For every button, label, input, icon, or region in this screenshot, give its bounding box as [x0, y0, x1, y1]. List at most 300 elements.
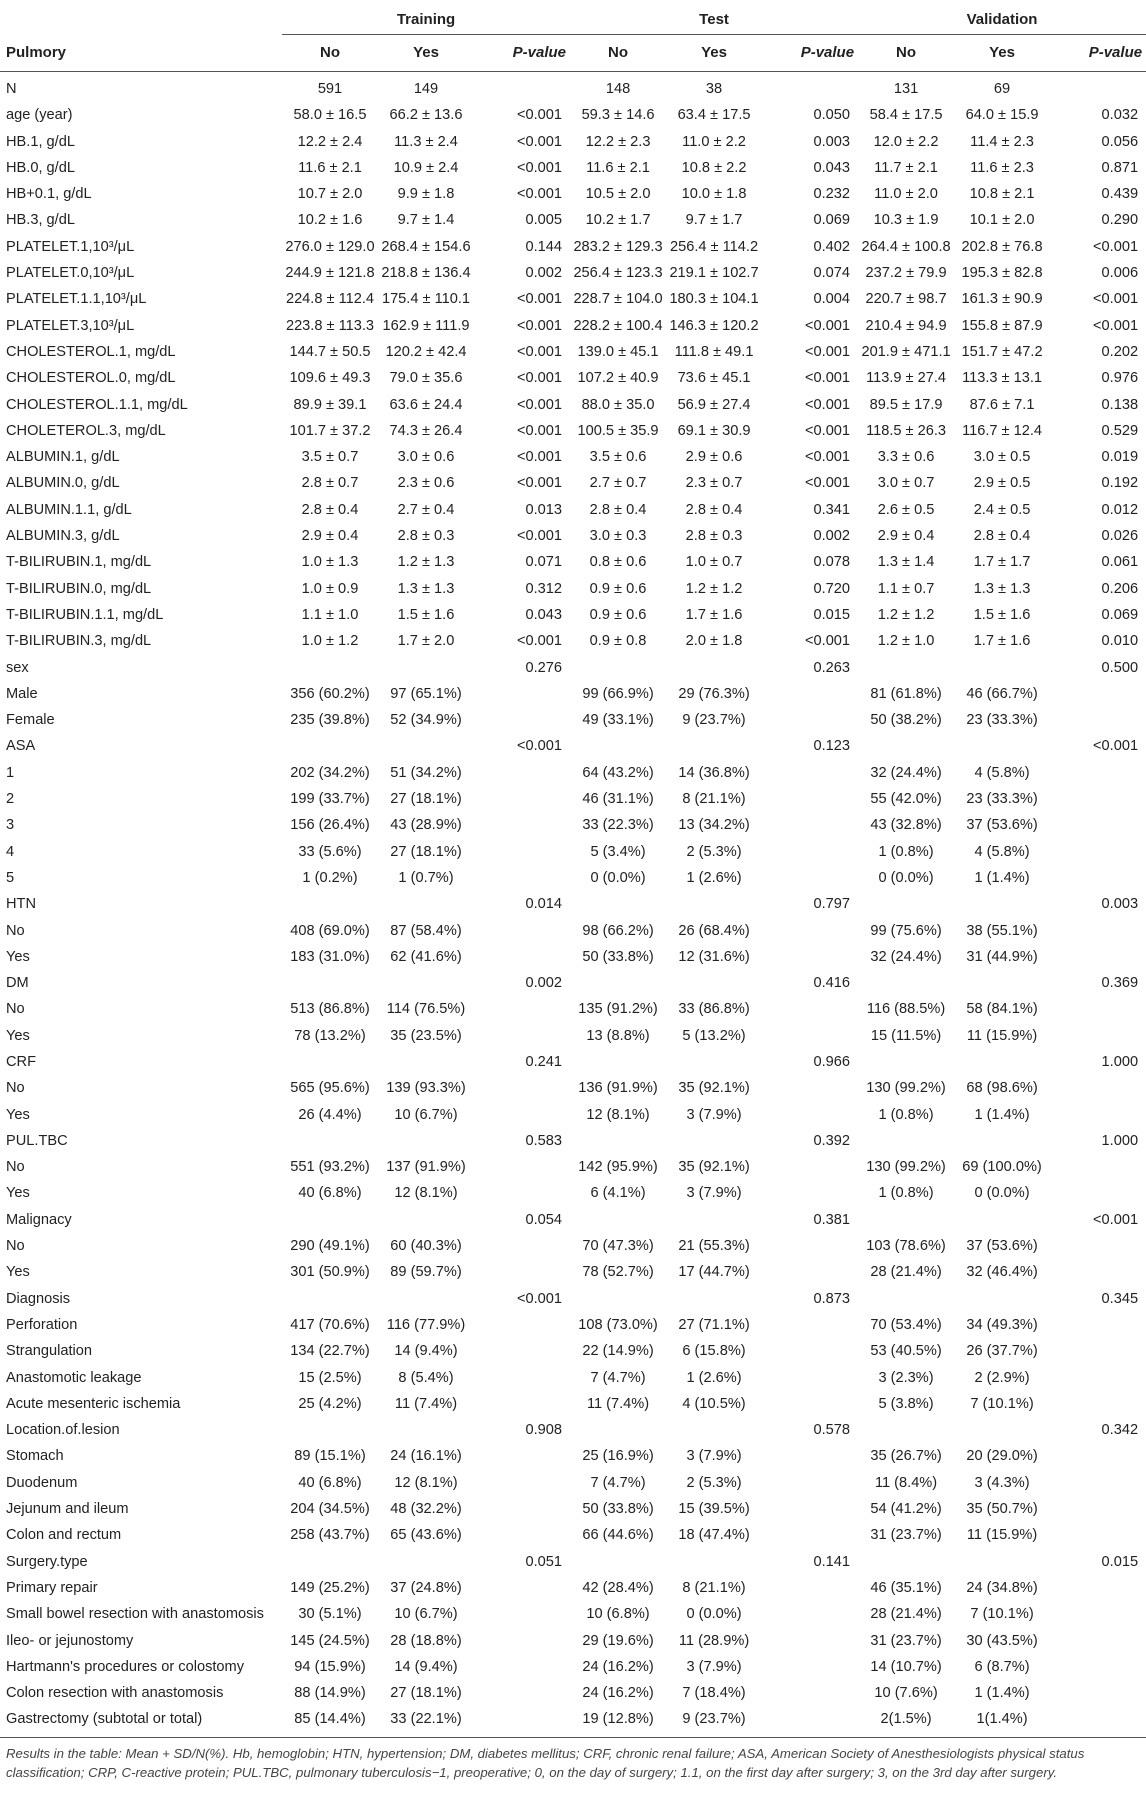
cell-training-yes: 33 (22.1%): [378, 1706, 474, 1737]
cell-validation-no: 89.5 ± 17.9: [869, 396, 943, 413]
group-header-validation: Validation: [858, 6, 1146, 35]
table-row: [0, 1391, 1146, 1417]
cell-row-label: Small bowel resection with anastomosis: [6, 1606, 264, 1623]
cell-test-pvalue: [762, 1601, 858, 1627]
cell-training-pvalue: 0.002: [525, 265, 563, 282]
cell-training-no: 25 (4.2%): [298, 1395, 362, 1412]
cell-validation-no: 210.4 ± 94.9: [865, 317, 947, 334]
cell-validation-yes: 37 (53.6%): [966, 1238, 1038, 1255]
cell-row-label: DM: [6, 975, 29, 992]
table-row: [0, 628, 1146, 654]
cell-test-yes: 38: [705, 81, 723, 97]
cell-validation-pvalue: [1050, 865, 1146, 891]
cell-test-pvalue: 0.263: [813, 659, 851, 676]
cell-training-no: 40 (6.8%): [298, 1474, 362, 1491]
cell-row-label: Yes: [6, 1106, 30, 1123]
cell-test-pvalue: 0.578: [813, 1422, 851, 1439]
cell-test-yes: [666, 655, 762, 681]
table-row: [0, 129, 1146, 155]
cell-validation-no: 28 (21.4%): [870, 1264, 942, 1281]
cell-test-pvalue: [762, 681, 858, 707]
cell-row-label: HB+0.1, g/dL: [6, 186, 92, 203]
cell-validation-no: [858, 1128, 954, 1154]
table-row: [0, 996, 1146, 1022]
cell-validation-yes: 46 (66.7%): [966, 685, 1038, 702]
table-row: [0, 1233, 1146, 1259]
cell-validation-pvalue: <0.001: [1093, 738, 1139, 755]
cell-test-yes: 219.1 ± 102.7: [669, 265, 759, 282]
table-row: [0, 392, 1146, 418]
cell-test-no: 7 (4.7%): [590, 1474, 646, 1491]
cell-validation-yes: 58 (84.1%): [966, 1001, 1038, 1018]
cell-row-label: T-BILIRUBIN.3, mg/dL: [6, 633, 152, 650]
cell-test-pvalue: [762, 1102, 858, 1128]
cell-test-yes: 15 (39.5%): [678, 1501, 750, 1518]
cell-training-no: 235 (39.8%): [290, 712, 370, 729]
cell-validation-yes: 151.7 ± 47.2: [961, 343, 1043, 360]
cell-test-no: 0 (0.0%): [590, 869, 646, 886]
cell-test-yes: 0 (0.0%): [686, 1606, 742, 1623]
cell-training-pvalue: 0.014: [525, 896, 563, 913]
cell-training-yes: [378, 1286, 474, 1312]
cell-validation-yes: [954, 1049, 1050, 1075]
cell-validation-pvalue: 0.019: [1101, 449, 1139, 466]
cell-training-pvalue: <0.001: [516, 633, 563, 650]
cell-training-yes: 66.2 ± 13.6: [389, 107, 463, 124]
cell-validation-no: [858, 970, 954, 996]
cell-validation-yes: 161.3 ± 90.9: [961, 291, 1043, 308]
cell-validation-no: [858, 1417, 954, 1443]
cell-test-no: 10 (6.8%): [586, 1606, 650, 1623]
cell-validation-yes: 195.3 ± 82.8: [961, 265, 1043, 282]
cell-test-no: 70 (47.3%): [582, 1238, 654, 1255]
cell-validation-no: 3.0 ± 0.7: [877, 475, 935, 492]
cell-training-yes: 2.8 ± 0.3: [397, 528, 455, 545]
cell-training-pvalue: [474, 681, 570, 707]
cell-validation-yes: 4 (5.8%): [974, 843, 1030, 860]
cell-validation-pvalue: [1050, 1443, 1146, 1469]
cell-test-yes: 14 (36.8%): [678, 764, 750, 781]
table-row: [0, 523, 1146, 549]
cell-test-yes: 2 (5.3%): [686, 843, 742, 860]
cell-training-pvalue: <0.001: [516, 396, 563, 413]
cell-validation-no: 220.7 ± 98.7: [865, 291, 947, 308]
cell-validation-pvalue: [1050, 760, 1146, 786]
cell-training-no: 1.1 ± 1.0: [301, 606, 359, 623]
cell-validation-pvalue: [1050, 1522, 1146, 1548]
table-row: [0, 155, 1146, 181]
cell-training-yes: 9.7 ± 1.4: [397, 212, 455, 229]
cell-validation-yes: 11 (15.9%): [966, 1027, 1038, 1044]
cell-row-label: sex: [6, 659, 29, 676]
cell-validation-no: [858, 1286, 954, 1312]
cell-validation-pvalue: 0.871: [1101, 159, 1139, 176]
cell-validation-pvalue: [1050, 707, 1146, 733]
table-row: [0, 681, 1146, 707]
cell-validation-no: 31 (23.7%): [870, 1632, 942, 1649]
cell-training-yes: 28 (18.8%): [390, 1632, 462, 1649]
cell-test-pvalue: [762, 918, 858, 944]
cell-test-yes: 35 (92.1%): [678, 1159, 750, 1176]
cell-test-no: 19 (12.8%): [570, 1706, 666, 1737]
cell-validation-no: 130 (99.2%): [866, 1080, 946, 1097]
cell-validation-pvalue: [1050, 1312, 1146, 1338]
cell-training-no: 11.6 ± 2.1: [298, 159, 362, 176]
table-row: [0, 812, 1146, 838]
cell-test-yes: 12 (31.6%): [678, 948, 750, 965]
cell-row-label: ASA: [6, 738, 36, 755]
cell-training-no: [282, 1417, 378, 1443]
cell-training-yes: 2.3 ± 0.6: [397, 475, 455, 492]
cell-training-yes: 175.4 ± 110.1: [381, 291, 471, 308]
cell-training-no: 15 (2.5%): [298, 1369, 362, 1386]
cell-test-pvalue: [762, 1575, 858, 1601]
cell-row-label: ALBUMIN.3, g/dL: [6, 528, 120, 545]
column-header-training-pvalue: P-value: [512, 44, 567, 61]
cell-validation-no: 54 (41.2%): [870, 1501, 942, 1518]
cell-validation-no: 130 (99.2%): [866, 1159, 946, 1176]
table-row: [0, 1207, 1146, 1233]
cell-test-pvalue: 0.069: [813, 212, 851, 229]
table-body: [0, 72, 1146, 1738]
cell-test-yes: 29 (76.3%): [678, 685, 750, 702]
cell-training-yes: 97 (65.1%): [390, 685, 462, 702]
cell-row-label: CHOLESTEROL.1, mg/dL: [6, 343, 176, 360]
table-row: [0, 1154, 1146, 1180]
cell-training-pvalue: <0.001: [516, 343, 563, 360]
table-row: [0, 1286, 1146, 1312]
cell-test-no: [570, 1549, 666, 1575]
cell-validation-no: 1.2 ± 1.0: [877, 633, 935, 650]
cell-validation-pvalue: 1.000: [1101, 1132, 1139, 1149]
cell-training-pvalue: [474, 1575, 570, 1601]
cell-row-label: CHOLESTEROL.1.1, mg/dL: [6, 396, 188, 413]
cell-training-yes: 218.8 ± 136.4: [381, 265, 471, 282]
cell-test-no: 13 (8.8%): [586, 1027, 650, 1044]
table-row: [0, 1180, 1146, 1206]
table-row: [0, 1075, 1146, 1101]
cell-training-pvalue: 0.043: [525, 606, 563, 623]
cell-training-pvalue: [474, 1496, 570, 1522]
cell-test-pvalue: [762, 812, 858, 838]
cell-test-yes: 7 (18.4%): [682, 1685, 746, 1702]
cell-test-no: 107.2 ± 40.9: [577, 370, 659, 387]
cell-validation-no: [858, 1049, 954, 1075]
table-row: [0, 1417, 1146, 1443]
cell-validation-no: 32 (24.4%): [870, 948, 942, 965]
cell-validation-pvalue: <0.001: [1093, 238, 1139, 255]
cell-training-no: 85 (14.4%): [282, 1706, 378, 1737]
cell-validation-yes: 2.9 ± 0.5: [973, 475, 1031, 492]
cell-row-label: HTN: [6, 896, 36, 913]
table-header: [0, 6, 1146, 72]
cell-validation-pvalue: [1050, 1233, 1146, 1259]
cell-training-no: 10.2 ± 1.6: [297, 212, 363, 229]
cell-test-pvalue: [762, 996, 858, 1022]
cell-training-yes: [378, 1049, 474, 1075]
cell-validation-no: [858, 891, 954, 917]
cell-training-no: 204 (34.5%): [290, 1501, 370, 1518]
cell-validation-pvalue: [1050, 1154, 1146, 1180]
cell-training-pvalue: [474, 1601, 570, 1627]
cell-test-pvalue: [762, 1443, 858, 1469]
cell-row-label: 3: [6, 817, 15, 834]
cell-training-no: 144.7 ± 50.5: [289, 343, 371, 360]
cell-training-no: 408 (69.0%): [290, 922, 370, 939]
table-row: [0, 444, 1146, 470]
cell-validation-yes: 1.7 ± 1.6: [973, 633, 1031, 650]
cell-validation-no: 1 (0.8%): [878, 1106, 934, 1123]
cell-test-no: 5 (3.4%): [590, 843, 646, 860]
table-row: [0, 1338, 1146, 1364]
cell-test-no: 256.4 ± 123.3: [573, 265, 663, 282]
cell-training-pvalue: 0.241: [525, 1053, 563, 1070]
cell-training-no: 199 (33.7%): [290, 791, 370, 808]
table-row: [0, 1102, 1146, 1128]
cell-training-no: [282, 1549, 378, 1575]
cell-training-no: [282, 733, 378, 759]
cell-validation-no: 81 (61.8%): [870, 685, 942, 702]
table-row: [0, 72, 1146, 103]
cell-validation-yes: 34 (49.3%): [966, 1316, 1038, 1333]
cell-test-yes: 13 (34.2%): [678, 817, 750, 834]
cell-validation-no: 1.1 ± 0.7: [877, 580, 935, 597]
cell-test-pvalue: 0.416: [813, 975, 851, 992]
cell-training-pvalue: [474, 1654, 570, 1680]
cell-validation-pvalue: [1050, 1706, 1146, 1737]
cell-row-label: PLATELET.1,10³/μL: [6, 238, 135, 255]
cell-test-yes: 3 (7.9%): [686, 1448, 742, 1465]
column-header-row: [0, 35, 1146, 72]
cell-training-no: 417 (70.6%): [290, 1316, 370, 1333]
cell-test-no: 148: [605, 81, 631, 97]
table-row: [0, 1680, 1146, 1706]
cell-validation-no: 116 (88.5%): [866, 1001, 946, 1018]
table-row: [0, 1365, 1146, 1391]
cell-test-yes: 1 (2.6%): [686, 1369, 742, 1386]
cell-test-yes: 4 (10.5%): [682, 1395, 746, 1412]
cell-test-pvalue: [762, 1259, 858, 1285]
cell-training-pvalue: <0.001: [516, 133, 563, 150]
cell-training-no: 149 (25.2%): [290, 1579, 370, 1596]
cell-training-pvalue: <0.001: [516, 107, 563, 124]
cell-training-no: 12.2 ± 2.4: [297, 133, 363, 150]
cell-training-no: [282, 655, 378, 681]
cell-validation-yes: 23 (33.3%): [966, 712, 1038, 729]
cell-validation-no: 5 (3.8%): [878, 1395, 934, 1412]
cell-validation-pvalue: 0.061: [1101, 554, 1139, 571]
cell-training-pvalue: [474, 1443, 570, 1469]
cell-test-pvalue: 0.873: [813, 1290, 851, 1307]
cell-training-pvalue: <0.001: [516, 449, 563, 466]
cell-test-no: 2.8 ± 0.4: [589, 501, 647, 518]
cell-test-pvalue: [762, 760, 858, 786]
cell-validation-pvalue: [1050, 1338, 1146, 1364]
cell-validation-no: 55 (42.0%): [870, 791, 942, 808]
cell-training-pvalue: [474, 865, 570, 891]
cell-validation-yes: 31 (44.9%): [966, 948, 1038, 965]
cell-test-yes: 2 (5.3%): [686, 1474, 742, 1491]
cell-test-yes: 1.2 ± 1.2: [685, 580, 743, 597]
cell-validation-pvalue: 0.369: [1101, 975, 1139, 992]
cell-test-yes: 111.8 ± 49.1: [674, 343, 754, 360]
cell-test-yes: 69.1 ± 30.9: [677, 422, 751, 439]
cell-test-yes: 63.4 ± 17.5: [677, 107, 751, 124]
cell-training-pvalue: 0.312: [525, 580, 563, 597]
cell-training-no: 551 (93.2%): [290, 1159, 370, 1176]
cell-validation-pvalue: 0.206: [1101, 580, 1139, 597]
cell-row-label: No: [6, 1159, 25, 1176]
cell-validation-no: 28 (21.4%): [870, 1606, 942, 1623]
cell-training-no: [282, 1207, 378, 1233]
cell-test-yes: 56.9 ± 27.4: [677, 396, 751, 413]
table-row: [0, 1023, 1146, 1049]
cell-test-yes: 10.0 ± 1.8: [681, 186, 747, 203]
cell-training-yes: 1.3 ± 1.3: [397, 580, 455, 597]
cell-validation-pvalue: 0.290: [1101, 212, 1139, 229]
cell-test-yes: 9 (23.7%): [666, 1706, 762, 1737]
cell-test-yes: 9.7 ± 1.7: [685, 212, 743, 229]
cell-test-no: 59.3 ± 14.6: [581, 107, 655, 124]
cell-test-no: 24 (16.2%): [582, 1685, 654, 1702]
table-row: [0, 181, 1146, 207]
cell-test-yes: 3 (7.9%): [686, 1185, 742, 1202]
cell-validation-no: 11.7 ± 2.1: [874, 159, 938, 176]
cell-row-label: PLATELET.1.1,10³/μL: [6, 291, 147, 308]
cell-training-pvalue: [474, 918, 570, 944]
cell-test-pvalue: [762, 786, 858, 812]
cell-training-yes: 11 (7.4%): [394, 1395, 458, 1412]
cell-validation-yes: [954, 1207, 1050, 1233]
cell-test-no: [570, 891, 666, 917]
cell-validation-yes: 113.3 ± 13.1: [962, 370, 1043, 387]
cell-validation-no: 1.2 ± 1.2: [877, 606, 935, 623]
cell-test-no: 6 (4.1%): [590, 1185, 646, 1202]
cell-validation-yes: 35 (50.7%): [966, 1501, 1038, 1518]
cell-test-no: 135 (91.2%): [578, 1001, 658, 1018]
cell-training-yes: 139 (93.3%): [386, 1080, 466, 1097]
cell-training-yes: 43 (28.9%): [390, 817, 462, 834]
cell-training-pvalue: [474, 1102, 570, 1128]
cell-validation-yes: 64.0 ± 15.9: [965, 107, 1039, 124]
cell-training-yes: 24 (16.1%): [390, 1448, 462, 1465]
table-row: [0, 102, 1146, 128]
cell-row-label: Yes: [6, 1027, 30, 1044]
table-row: [0, 1443, 1146, 1469]
cell-training-yes: [378, 655, 474, 681]
cell-row-label: PLATELET.3,10³/μL: [6, 317, 135, 334]
cell-row-label: Primary repair: [6, 1579, 98, 1596]
cell-training-yes: 1.2 ± 1.3: [397, 554, 455, 571]
cell-validation-yes: [954, 733, 1050, 759]
cell-row-label: Hartmann's procedures or colostomy: [6, 1658, 245, 1675]
cell-row-label: ALBUMIN.0, g/dL: [6, 475, 120, 492]
cell-test-pvalue: [762, 865, 858, 891]
cell-validation-pvalue: [1050, 1470, 1146, 1496]
cell-training-no: 1.0 ± 0.9: [301, 580, 359, 597]
cell-training-no: 101.7 ± 37.2: [289, 422, 371, 439]
cell-training-yes: 74.3 ± 26.4: [389, 422, 463, 439]
cell-row-label: 5: [6, 869, 15, 886]
cell-test-no: 2.7 ± 0.7: [589, 475, 647, 492]
cell-test-yes: 3 (7.9%): [686, 1106, 742, 1123]
cell-validation-yes: 10.1 ± 2.0: [969, 212, 1035, 229]
table-row: [0, 891, 1146, 917]
cell-validation-no: 3 (2.3%): [878, 1369, 934, 1386]
table-row: [0, 207, 1146, 233]
cell-validation-pvalue: [1050, 839, 1146, 865]
cell-test-pvalue: 0.002: [813, 528, 851, 545]
cell-training-no: [282, 1128, 378, 1154]
table-row: [0, 1628, 1146, 1654]
cell-validation-pvalue: 0.138: [1101, 396, 1139, 413]
cell-test-pvalue: <0.001: [805, 396, 851, 413]
cell-test-pvalue: 0.043: [813, 159, 851, 176]
cell-training-no: [282, 891, 378, 917]
column-header-test-yes: Yes: [701, 44, 727, 61]
cell-validation-pvalue: 0.032: [1101, 107, 1139, 124]
cell-test-pvalue: [762, 944, 858, 970]
cell-test-no: 78 (52.7%): [582, 1264, 654, 1281]
table-row: [0, 1259, 1146, 1285]
cell-training-yes: 51 (34.2%): [390, 764, 462, 781]
cell-training-yes: 1.7 ± 2.0: [397, 633, 455, 650]
cell-training-pvalue: [474, 1365, 570, 1391]
cell-validation-no: 70 (53.4%): [870, 1316, 942, 1333]
table-row: [0, 1522, 1146, 1548]
cell-row-label: CRF: [6, 1053, 36, 1070]
cell-training-pvalue: 0.013: [525, 501, 563, 518]
cell-validation-pvalue: 0.345: [1101, 1290, 1139, 1307]
cell-test-no: 228.7 ± 104.0: [573, 291, 663, 308]
cell-test-pvalue: [762, 1075, 858, 1101]
cell-test-yes: 2.8 ± 0.3: [685, 528, 743, 545]
cell-training-no: 3.5 ± 0.7: [301, 449, 359, 466]
cell-validation-pvalue: [1050, 996, 1146, 1022]
cell-row-label: Location.of.lesion: [6, 1422, 120, 1439]
column-header-test-pvalue: P-value: [800, 44, 855, 61]
cell-test-pvalue: [762, 1654, 858, 1680]
cell-test-yes: [666, 1207, 762, 1233]
column-header-test-no: No: [608, 44, 629, 61]
cell-validation-no: 1.3 ± 1.4: [877, 554, 935, 571]
cell-training-no: 33 (5.6%): [298, 843, 362, 860]
cell-test-no: 46 (31.1%): [582, 791, 654, 808]
cell-test-yes: 146.3 ± 120.2: [669, 317, 759, 334]
cell-test-no: 64 (43.2%): [582, 764, 654, 781]
cell-validation-pvalue: [1050, 1654, 1146, 1680]
cell-validation-no: 46 (35.1%): [870, 1579, 942, 1596]
cell-validation-yes: [954, 1286, 1050, 1312]
cell-row-label: T-BILIRUBIN.1, mg/dL: [6, 554, 152, 571]
cell-test-yes: 10.8 ± 2.2: [681, 159, 747, 176]
cell-training-pvalue: <0.001: [516, 1290, 563, 1307]
cell-training-yes: 62 (41.6%): [390, 948, 462, 965]
cell-training-no: 183 (31.0%): [290, 948, 370, 965]
cell-test-yes: 18 (47.4%): [678, 1527, 750, 1544]
cell-validation-pvalue: 0.202: [1101, 343, 1139, 360]
cell-test-no: 49 (33.1%): [582, 712, 654, 729]
cell-validation-pvalue: [1050, 1023, 1146, 1049]
cell-validation-pvalue: 0.010: [1101, 633, 1139, 650]
cell-training-pvalue: [474, 812, 570, 838]
cell-row-label: Yes: [6, 948, 30, 965]
cell-training-yes: [378, 1417, 474, 1443]
cell-test-pvalue: 0.402: [813, 238, 851, 255]
cell-test-no: 11.6 ± 2.1: [586, 159, 650, 176]
table-row: [0, 549, 1146, 575]
cell-training-yes: 10 (6.7%): [394, 1606, 458, 1623]
